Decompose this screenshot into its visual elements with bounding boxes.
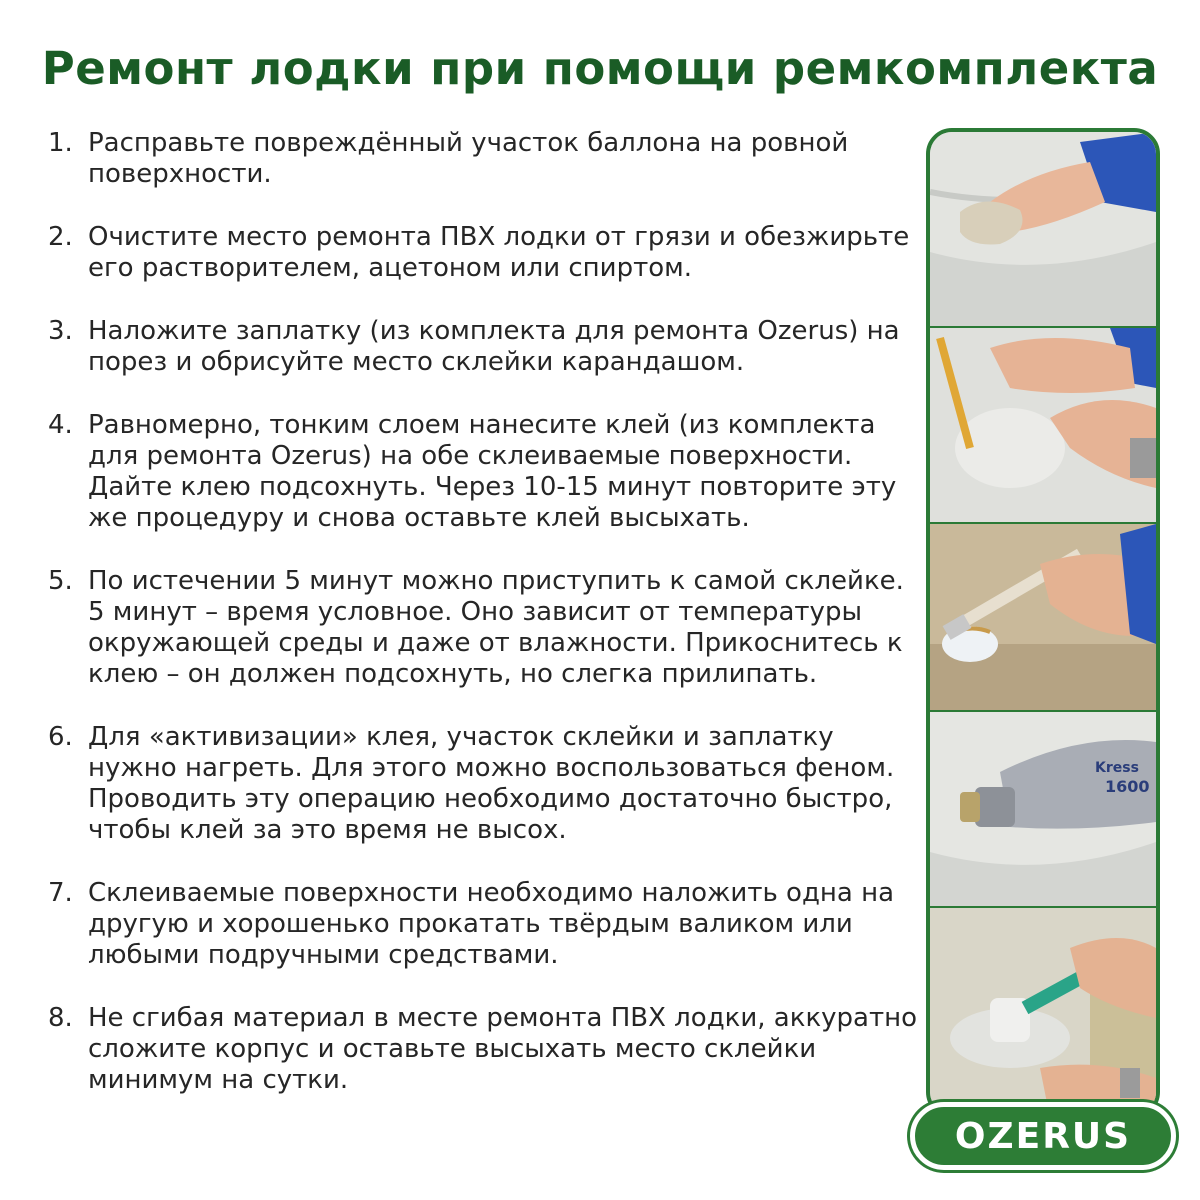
heat-gun-brand: Kress [1095, 760, 1139, 776]
step-item [48, 722, 918, 846]
step-item [48, 410, 918, 534]
step-number: 2. [48, 222, 73, 252]
step-number: 7. [48, 878, 73, 908]
step-text: Равномерно, тонким слоем нанесите клей (из комплекта для ремонта Ozerus) на обе склеиваемые поверхности. Дайте клею подсохнуть. Через 10-15 минут повторите эту же процедуру и снова оставьте клей высыхать. [88, 410, 897, 533]
step-text: Расправьте повреждённый участок баллона на ровной поверхности. [88, 128, 849, 189]
step-text: Не сгибая материал в месте ремонта ПВХ лодки, аккуратно сложите корпус и оставьте высыхать место склейки минимум на сутки. [88, 1003, 918, 1095]
step-text: По истечении 5 минут можно приступить к самой склейке. 5 минут – время условное. Оно зависит от температуры окружающей среды и даже от влажности. Прикоснитесь к клею – он должен подсохнуть, но слегка прилипать. [88, 566, 904, 689]
brush-applying-glue-icon [930, 524, 1156, 710]
photo-heating [930, 712, 1156, 906]
heat-gun-icon [930, 712, 1156, 906]
step-item [48, 128, 918, 190]
step-text: Очистите место ремонта ПВХ лодки от грязи и обезжирьте его растворителем, ацетоном или спиртом. [88, 222, 910, 283]
photo-strip [926, 128, 1160, 1118]
step-text: Для «активизации» клея, участок склейки и заплатку нужно нагреть. Для этого можно воспользоваться феном. Проводить эту операцию необходимо достаточно быстро, чтобы клей за это время не высох. [88, 722, 895, 845]
step-number: 4. [48, 410, 73, 440]
photo-rolling [930, 908, 1156, 1118]
photo-marking [930, 328, 1156, 522]
step-number: 8. [48, 1003, 73, 1033]
ozerus-logo [910, 1102, 1176, 1170]
heat-gun-model: 1600 [1105, 777, 1150, 796]
step-number: 1. [48, 128, 73, 158]
roller-pressing-patch-icon [930, 908, 1156, 1118]
hand-with-cloth-icon [930, 132, 1156, 326]
page-title: Ремонт лодки при помощи ремкомплекта [41, 42, 1159, 95]
step-text: Склеиваемые поверхности необходимо наложить одна на другую и хорошенько прокатать твёрдым валиком или любыми подручными средствами. [88, 878, 895, 970]
step-item [48, 1003, 918, 1096]
step-item [48, 566, 918, 690]
step-item [48, 316, 918, 378]
step-item [48, 222, 918, 284]
photo-cleaning [930, 132, 1156, 326]
step-text: Наложите заплатку (из комплекта для ремонта Ozerus) на порез и обрисуйте место склейки карандашом. [88, 316, 900, 377]
hand-with-pencil-icon [930, 328, 1156, 522]
photo-gluing [930, 524, 1156, 710]
step-item [48, 878, 918, 971]
step-number: 6. [48, 722, 73, 752]
step-number: 5. [48, 566, 73, 596]
repair-steps-list [48, 128, 918, 1128]
step-number: 3. [48, 316, 73, 346]
logo-text: OZERUS [954, 1115, 1132, 1157]
